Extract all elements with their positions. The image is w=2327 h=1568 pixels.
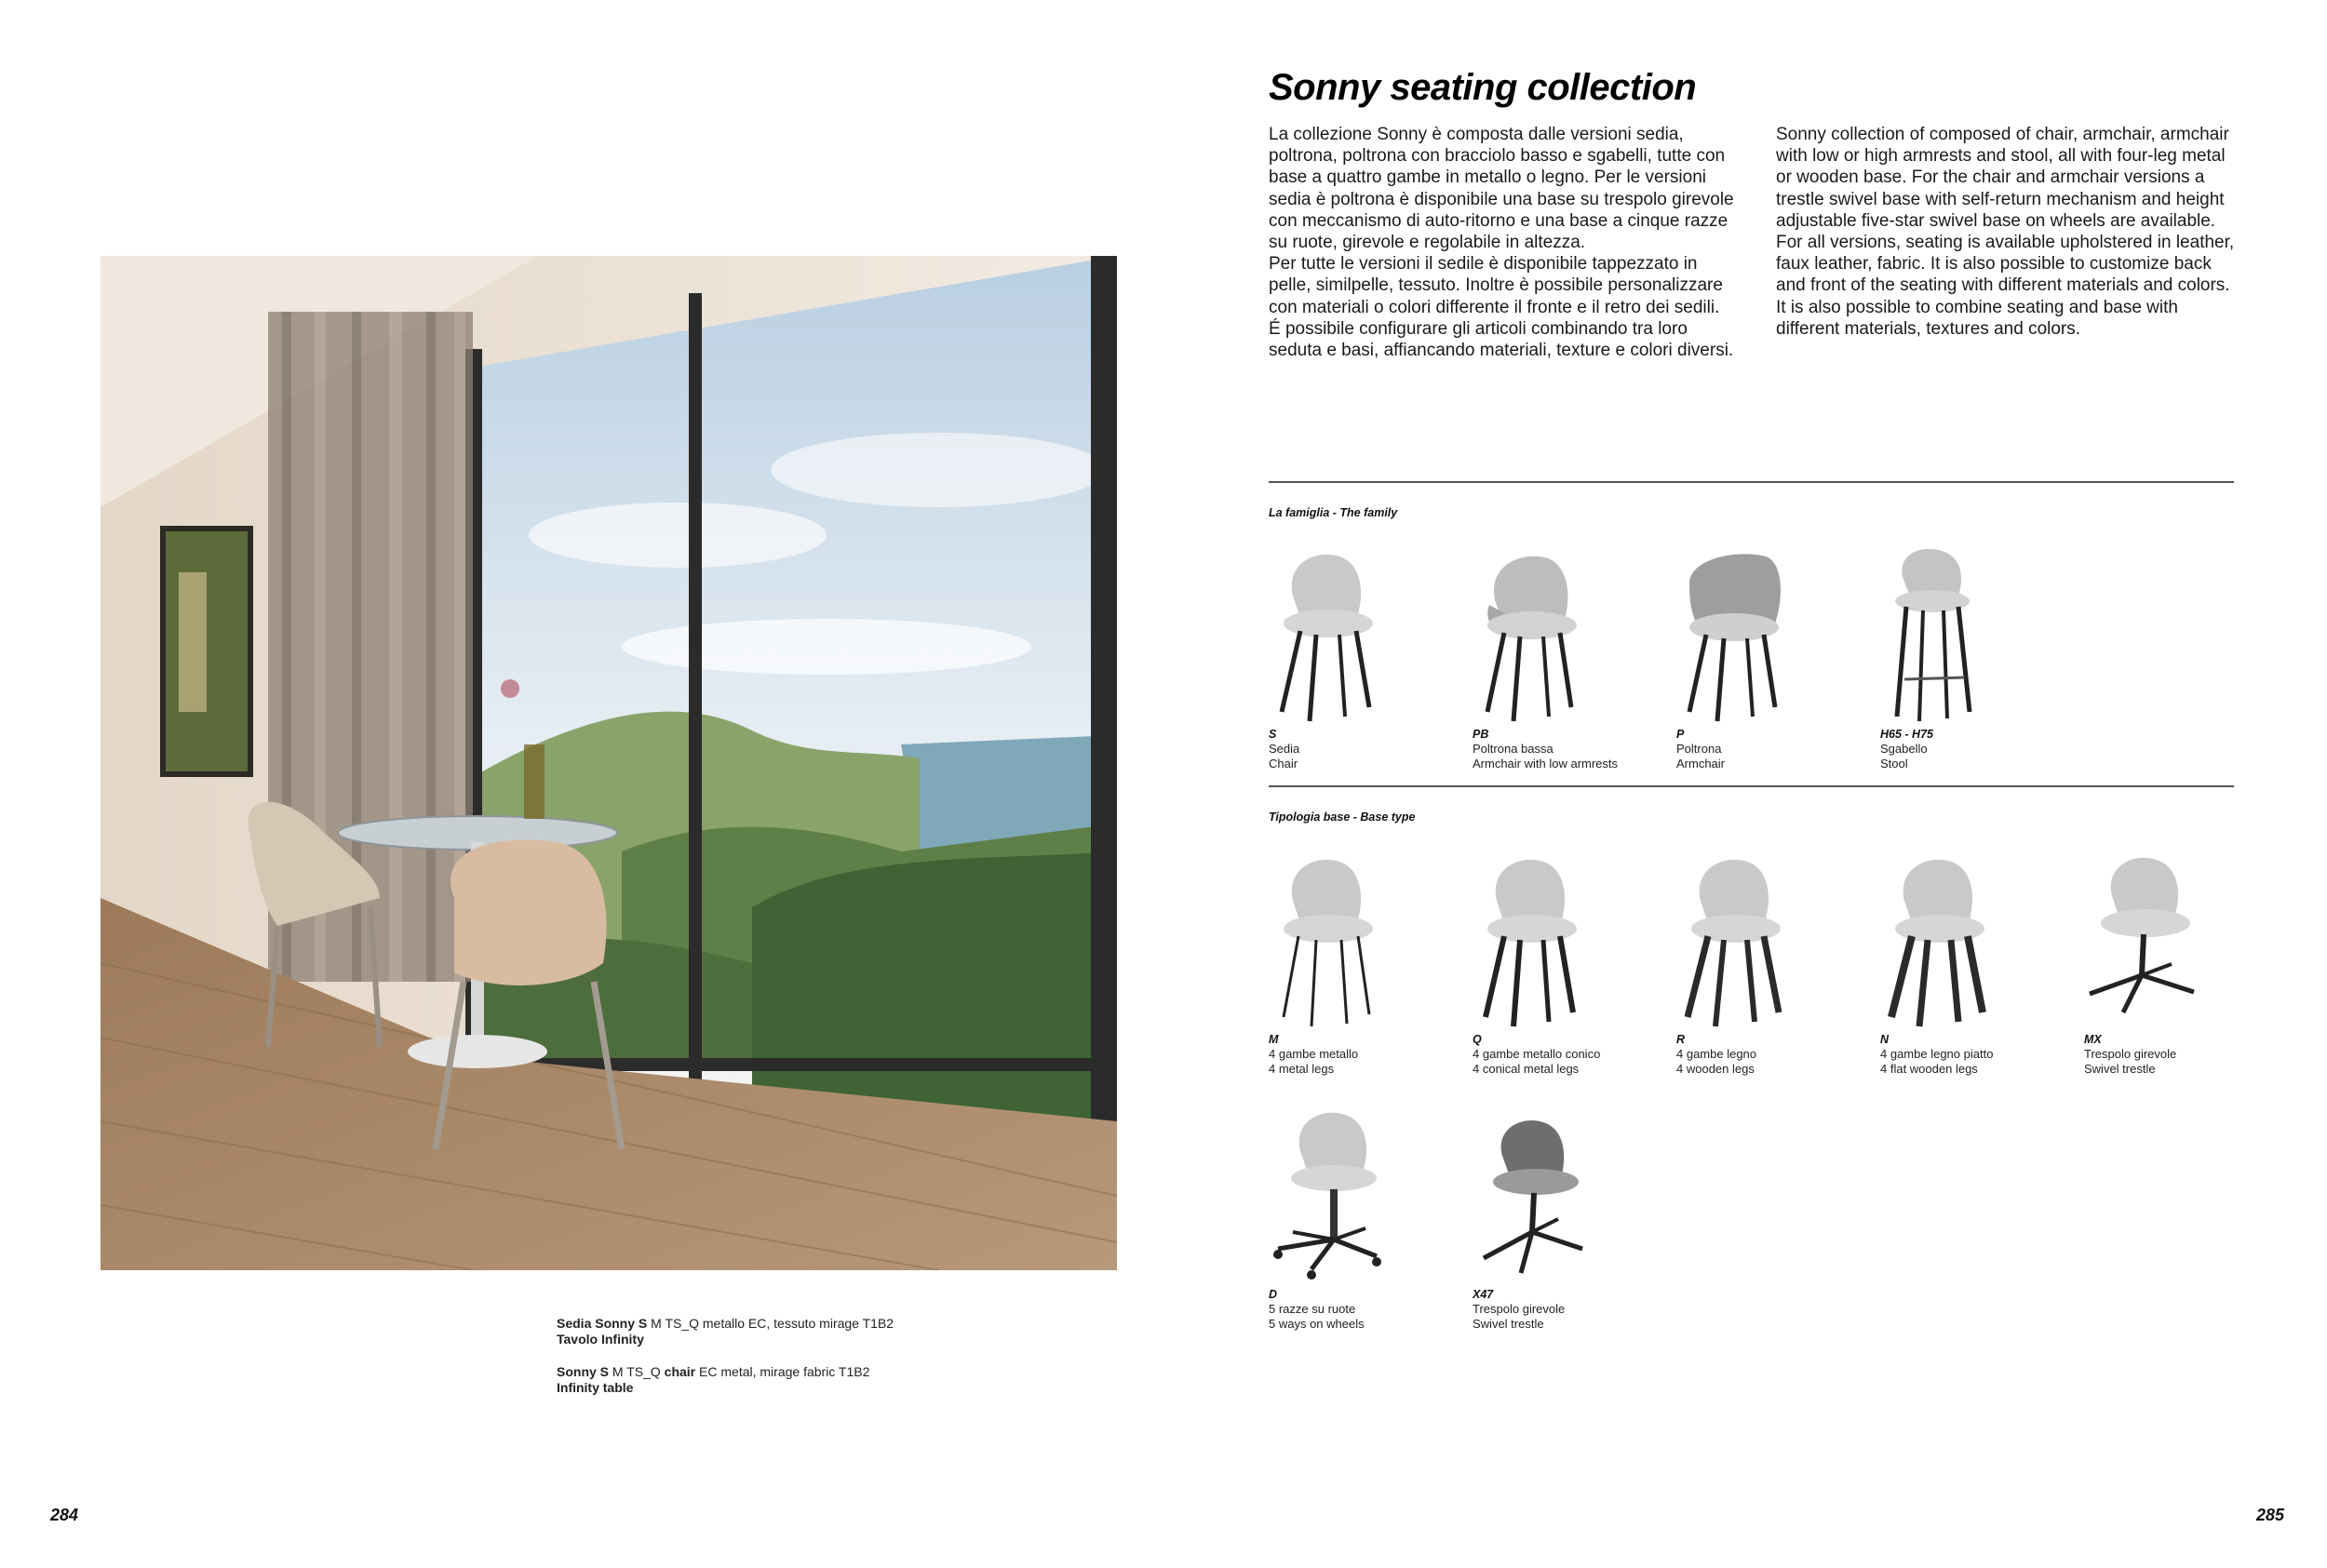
item-name-en: Armchair with low armrests	[1473, 757, 1619, 771]
base-item-r	[1676, 854, 1872, 1077]
section-divider	[1269, 481, 2234, 483]
base-item-d	[1269, 1109, 1464, 1332]
description-it-paragraph: La collezione Sonny è composta dalle versioni sedia, poltrona, poltrona con bracciolo basso e sgabelli, tutte con base a quattro gambe in metallo o legno. Per le versioni sedia è poltrona è disponibile una base su trespolo girevole con meccanismo di auto-ritorno e una base a cinque razze su ruote, girevole e regolabile in altezza.	[1269, 125, 1734, 253]
item-name-en: Chair	[1269, 757, 1298, 771]
item-name-en: 4 flat wooden legs	[1880, 1062, 1978, 1076]
page-number-left: 284	[50, 1506, 79, 1524]
caption-en-label: Sonny S	[557, 1364, 610, 1379]
metal-legs-chair-icon	[1265, 854, 1386, 1031]
family-item-s	[1269, 549, 1464, 771]
item-code: MX	[2084, 1033, 2102, 1046]
item-code: P	[1676, 728, 1685, 741]
item-name-it: 4 gambe metallo	[1269, 1047, 1359, 1061]
item-name-en: 5 ways on wheels	[1269, 1317, 1365, 1331]
base-item-mx	[2084, 854, 2280, 1077]
base-item-x47	[1473, 1109, 1668, 1332]
item-name-it: Trespolo girevole	[1473, 1302, 1566, 1316]
item-name-it: 4 gambe legno	[1676, 1047, 1757, 1061]
page-number-right: 285	[2256, 1506, 2285, 1524]
interior-photo-illustration	[101, 256, 1117, 1270]
item-name-en: 4 wooden legs	[1676, 1062, 1755, 1076]
conical-legs-chair-icon	[1469, 854, 1590, 1031]
description-it-paragraph: É possibile configurare gli articoli combinando tra loro seduta e basi, affiancando materiali, texture e colori diversi.	[1269, 318, 1734, 361]
photo-caption	[557, 1316, 894, 1396]
item-name-en: Swivel trestle	[1473, 1317, 1544, 1331]
swivel-trestle-chair-icon	[2080, 854, 2201, 1031]
family-item-p	[1676, 549, 1872, 771]
caption-it-label: Sedia Sonny S	[557, 1316, 648, 1331]
item-code: D	[1269, 1288, 1278, 1301]
family-item-pb	[1473, 549, 1668, 771]
item-name-it: Poltrona bassa	[1473, 742, 1554, 756]
item-name-it: 4 gambe metallo conico	[1473, 1047, 1601, 1061]
caption-en-bold: chair	[664, 1364, 696, 1379]
caption-it-table: Tavolo Infinity	[557, 1332, 644, 1347]
item-code: Q	[1473, 1033, 1482, 1046]
caption-en-text: EC metal, mirage fabric T1B2	[699, 1364, 870, 1379]
item-name-en: 4 metal legs	[1269, 1062, 1335, 1076]
family-section-label: La famiglia - The family	[1269, 506, 1398, 519]
item-code: PB	[1473, 728, 1489, 741]
description-en-paragraph: Sonny collection of composed of chair, armchair, armchair with low or high armrests and stool, all with four-leg metal or wooden base. For the chair and armchair versions a trestle swivel base with self-return mechanism and height adjustable five-star swivel base on wheels are available.	[1776, 125, 2229, 231]
low-armchair-icon	[1469, 549, 1590, 726]
item-code: M	[1269, 1033, 1279, 1046]
item-code: S	[1269, 728, 1277, 741]
page-title: Sonny seating collection	[1269, 67, 1697, 108]
description-italian	[1269, 124, 1743, 361]
item-name-en: Armchair	[1676, 757, 1726, 771]
caption-it-text: M TS_Q metallo EC, tessuto mirage T1B2	[651, 1316, 894, 1331]
item-name-en: 4 conical metal legs	[1473, 1062, 1580, 1076]
item-code: R	[1676, 1033, 1686, 1046]
base-item-m	[1269, 854, 1464, 1077]
item-name-it: Trespolo girevole	[2084, 1047, 2177, 1061]
base-item-q	[1473, 854, 1668, 1077]
item-name-it: Sgabello	[1880, 742, 1928, 756]
caption-en-mid: M TS_Q	[612, 1364, 661, 1379]
section-divider	[1269, 785, 2234, 787]
flat-wooden-legs-chair-icon	[1876, 854, 1997, 1031]
caption-en-table: Infinity table	[557, 1380, 634, 1395]
item-name-it: 4 gambe legno piatto	[1880, 1047, 1994, 1061]
item-name-it: 5 razze su ruote	[1269, 1302, 1356, 1316]
interior-photo	[101, 256, 1117, 1270]
item-code: N	[1880, 1033, 1890, 1046]
item-name-it: Sedia	[1269, 742, 1300, 756]
armchair-icon	[1673, 549, 1794, 726]
item-code: H65 - H75	[1880, 728, 1933, 741]
description-en-paragraph: It is also possible to combine seating and base with different materials, textures and colors.	[1776, 297, 2178, 339]
description-it-paragraph: Per tutte le versioni il sedile è disponibile tappezzato in pelle, similpelle, tessuto. Inoltre è possibile personalizzare con materiali o colori differente il fronte e il retro dei sedili.	[1269, 254, 1723, 317]
item-name-en: Swivel trestle	[2084, 1062, 2156, 1076]
chair-icon	[1265, 549, 1386, 726]
family-item-stool	[1880, 549, 2076, 771]
item-code: X47	[1473, 1288, 1494, 1301]
base-section-label: Tipologia base - Base type	[1269, 811, 1416, 824]
item-name-en: Stool	[1880, 757, 1908, 771]
stool-icon	[1876, 549, 1997, 726]
description-en-paragraph: For all versions, seating is available upholstered in leather, faux leather, fabric. It is also possible to customize back and front of the seating with different materials and colors.	[1776, 233, 2235, 296]
wheeled-base-chair-icon	[1265, 1109, 1386, 1286]
base-item-n	[1880, 854, 2076, 1077]
description-english	[1776, 124, 2241, 340]
item-name-it: Poltrona	[1676, 742, 1722, 756]
swivel-trestle-dark-chair-icon	[1469, 1109, 1590, 1286]
wooden-legs-chair-icon	[1673, 854, 1794, 1031]
